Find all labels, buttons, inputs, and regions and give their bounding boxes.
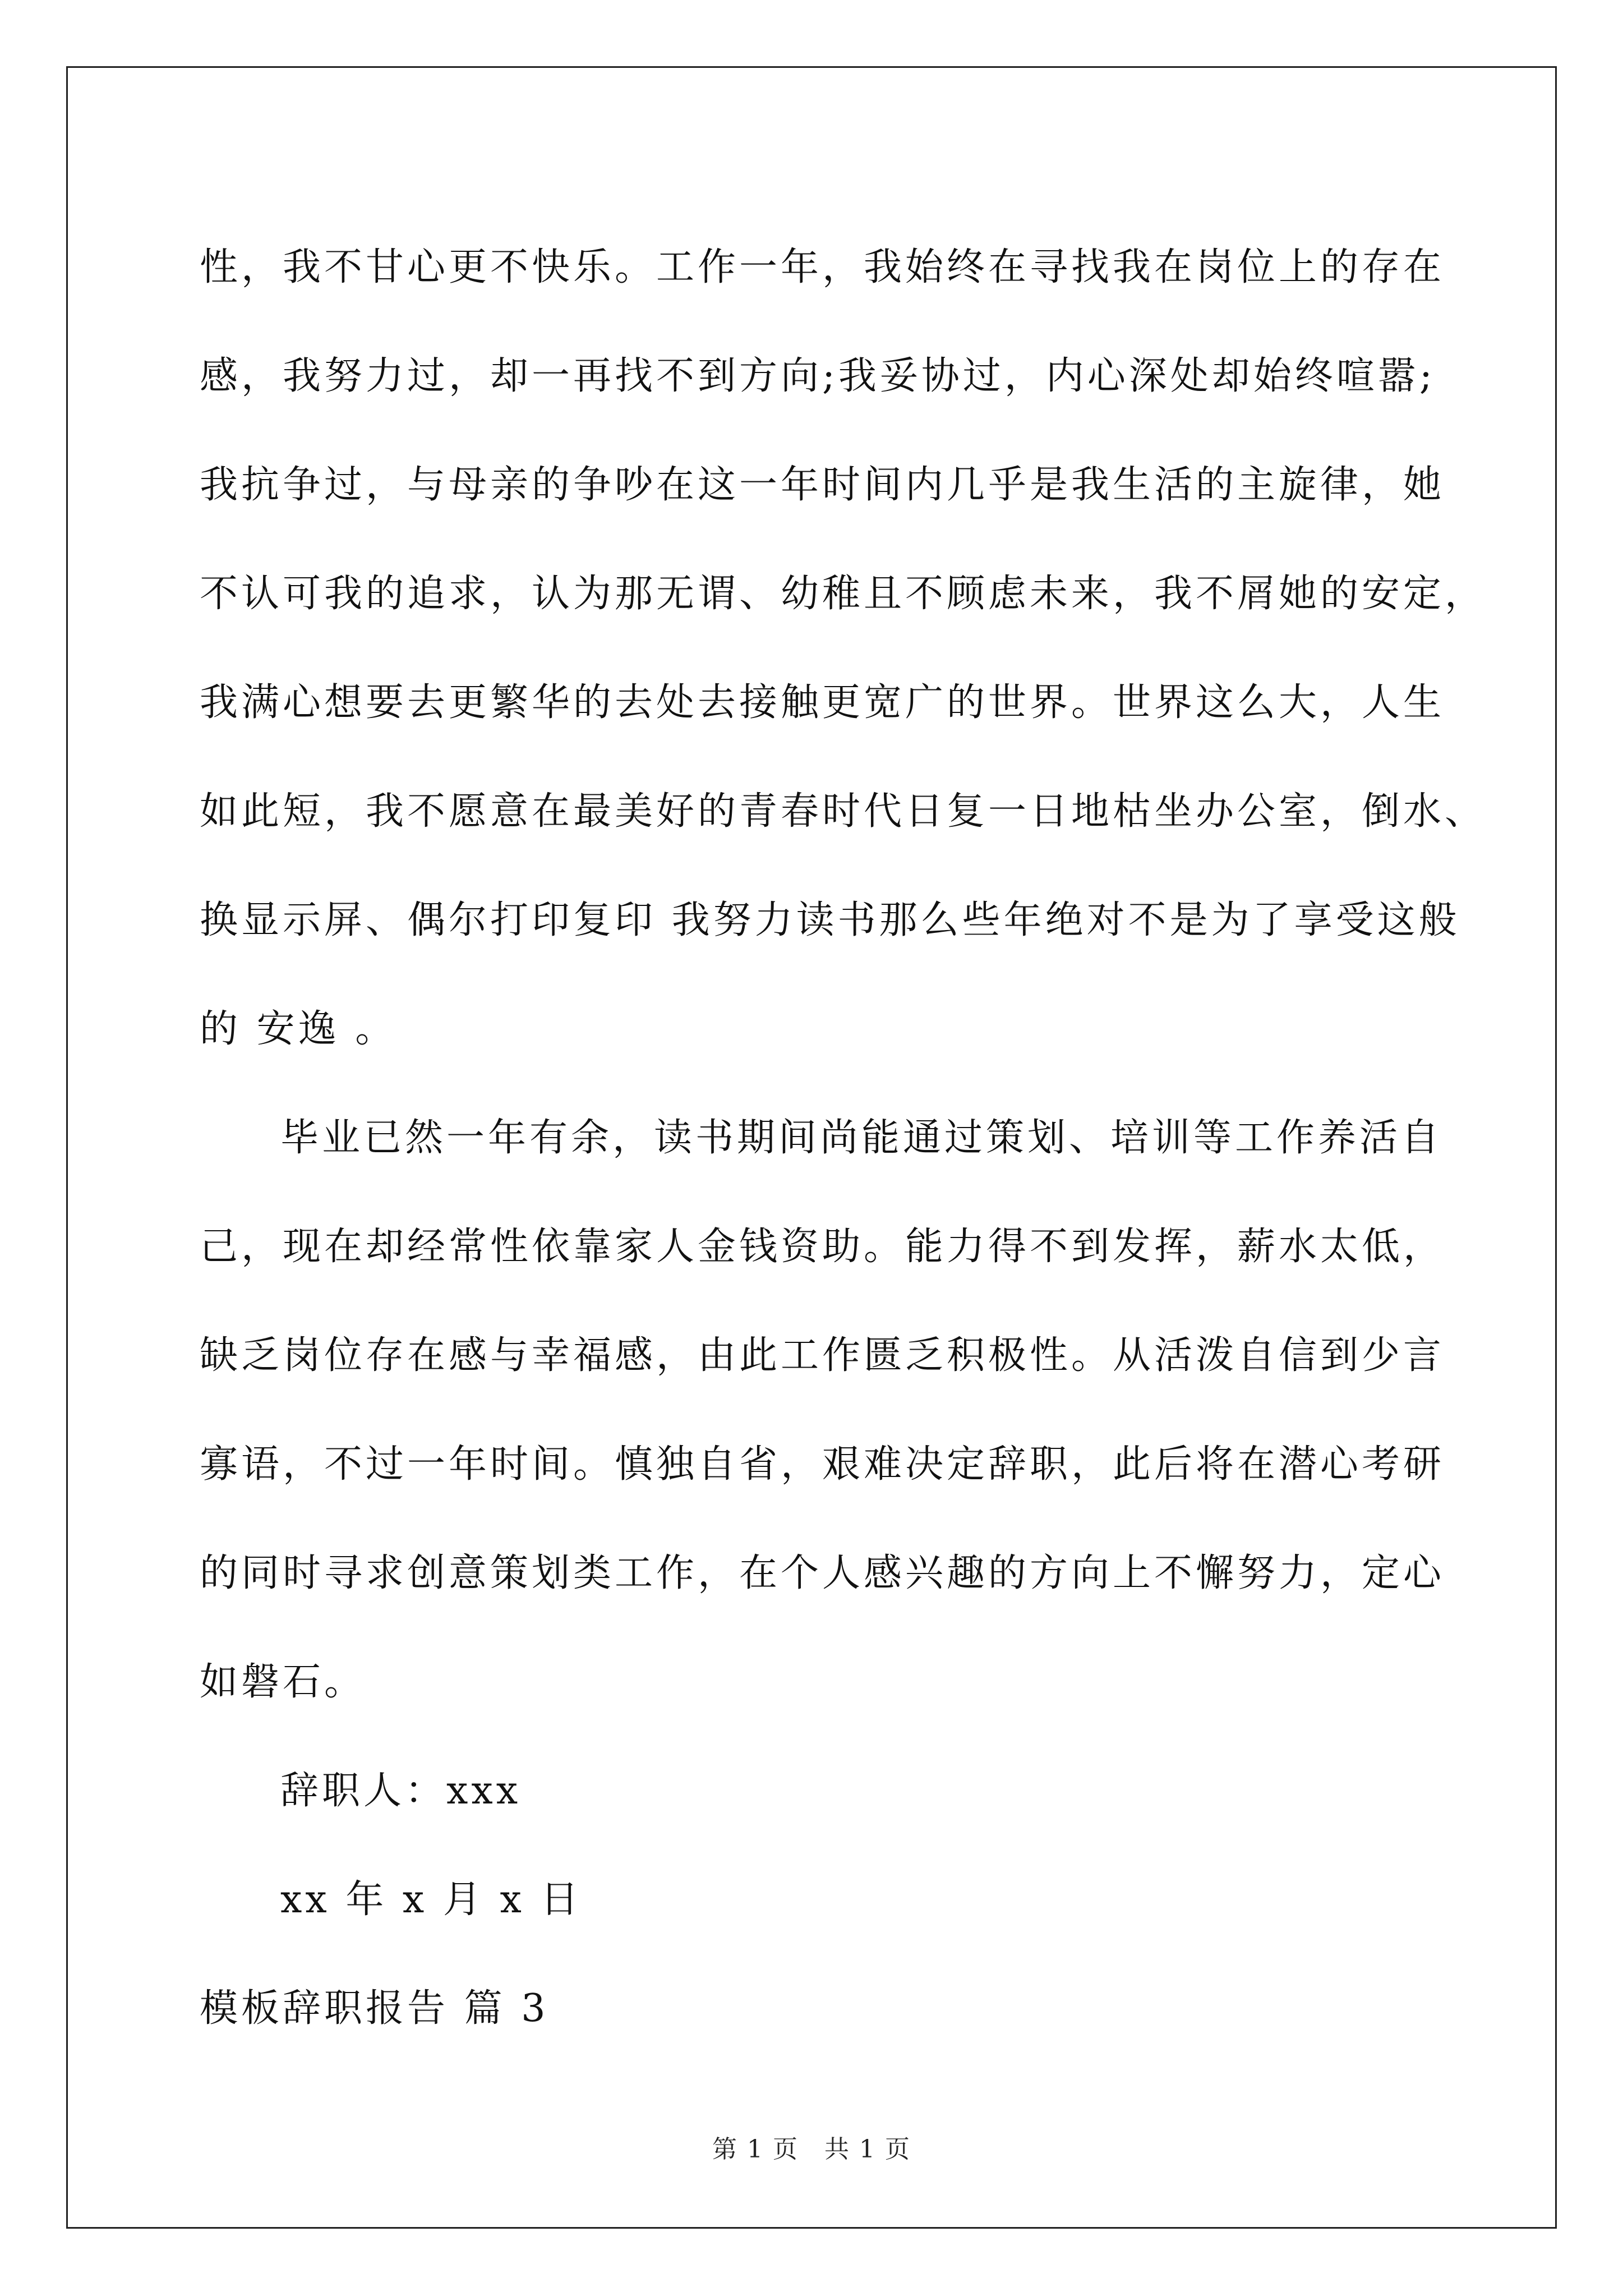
date-line: xx 年 x 月 x 日 [280,1878,582,1922]
text-line-6: 如此短，我不愿意在最美好的青春时代日复一日地枯坐办公室，倒水、 [200,789,1487,834]
page-footer: 第 1 页 共 1 页 [712,2135,911,2164]
text-line-4: 不认可我的追求，认为那无谓、幼稚且不顾虑未来，我不屑她的安定， [200,572,1487,616]
text-line-3: 我抗争过，与母亲的争吵在这一年时间内几乎是我生活的主旋律，她 [200,463,1445,507]
text-line-2: 感，我努力过，却一再找不到方向;我妥协过，内心深处却始终喧嚣; [200,354,1436,398]
text-line-10: 己，现在却经常性依靠家人金钱资助。能力得不到发挥，薪水太低， [200,1225,1445,1269]
text-line-8: 的 安逸 。 [200,1007,397,1051]
text-line-11: 缺乏岗位存在感与幸福感，由此工作匮乏积极性。从活泼自信到少言 [200,1333,1445,1378]
document-body [200,213,1487,2063]
text-line-1: 性，我不甘心更不快乐。工作一年，我始终在寻找我在岗位上的存在 [200,245,1445,289]
text-line-12: 寡语，不过一年时间。慎独自省，艰难决定辞职，此后将在潜心考研 [200,1442,1445,1487]
paragraph-start-line: 毕业已然一年有余，读书期间尚能通过策划、培训等工作养活自 [280,1116,1443,1160]
text-line-13: 的同时寻求创意策划类工作，在个人感兴趣的方向上不懈努力，定心 [200,1551,1445,1595]
section-heading: 模板辞职报告 篇 3 [200,1986,549,2031]
text-line-5: 我满心想要去更繁华的去处去接触更宽广的世界。世界这么大，人生 [200,680,1445,725]
text-line-14: 如磐石。 [200,1660,366,1704]
text-line-7: 换显示屏、偶尔打印复印 我努力读书那么些年绝对不是为了享受这般 [200,898,1460,942]
signature-line: 辞职人：xxx [280,1769,522,1813]
